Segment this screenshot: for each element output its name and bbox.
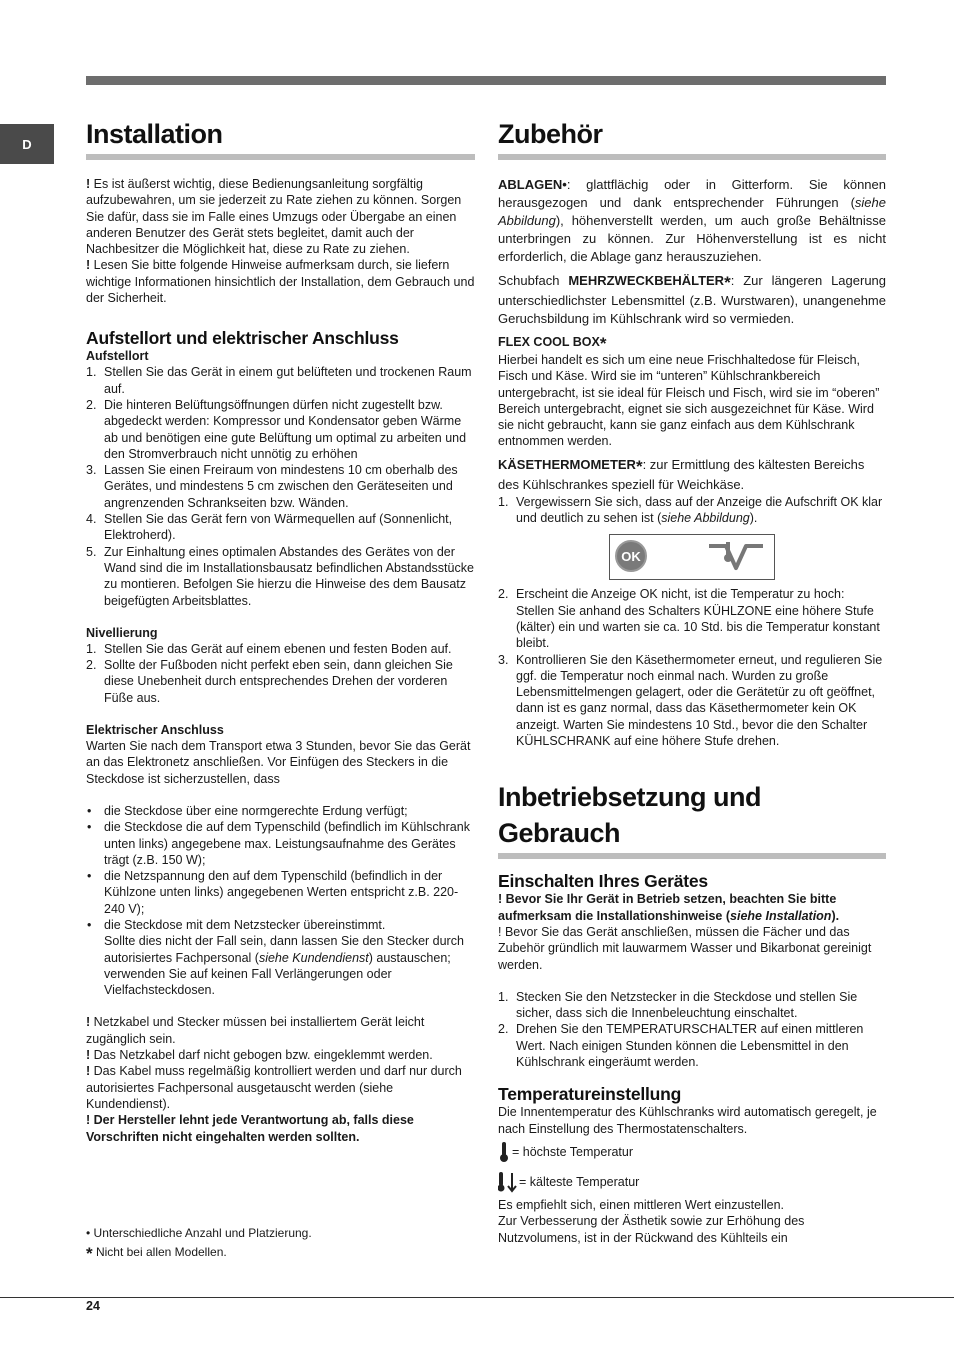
temp-end-2: Zur Verbesserung der Ästhetik sowie zur Erhöhung des Nutzvolumens, ist in der Rückwand des Kühlteils ein [498,1214,805,1245]
language-tab: D [0,124,54,164]
list-item: 5. Zur Einhaltung eines optimalen Abstandes des Gerätes von der Wand sind die im Installationsbausatz befindlichen Abstandsstücke zu montieren. Befolgen Sie hierzu die Hinweise des dem Bausatz beigefügten Arbeitsblattes. [86,544,474,608]
subheading-aufstellort: Aufstellort [86,349,149,364]
temp-high-row [498,1141,886,1163]
temp-text: Die Innentemperatur des Kühlschranks wird automatisch geregelt, je nach Einstellung des Thermostatenschalters. [498,1105,877,1136]
list-item: 1. Vergewissern Sie sich, dass auf der Anzeige die Aufschrift OK klar und deutlich zu sehen ist (siehe Abbildung). [498,494,883,526]
einschalten-list [498,989,886,1070]
temp-high-label: = höchste Temperatur [512,1144,634,1159]
left-column [86,116,475,1145]
temp-low-row [498,1171,886,1193]
thermometer-low-icon [498,1171,518,1193]
title-rule [498,154,886,160]
list-item: 2. Drehen Sie den TEMPERATURSCHALTER auf einen mittleren Wert. Nach einigen Stunden können die Lebensmittel in den Kühlschrank eingeräumt werden. [498,1022,864,1070]
bullet-item: • die Steckdose mit dem Netzstecker übereinstimmt. Sollte dies nicht der Fall sein, dann lassen Sie den Stecker durch autorisiertes Fachpersonal (siehe Kundendienst) austauschen; verwenden Sie auf keinen Fall Verlängerungen oder Vielfachsteckdosen. [86,917,475,998]
installation-title: Installation [86,119,223,149]
intro-paragraph: ! Lesen Sie bitte folgende Hinweise aufmerksam durch, sie liefern wichtige Informationen hinsichtlich der Installation, dem Gebrauch und der Sicherheit. [86,258,475,306]
section-heading: Aufstellort und elektrischer Anschluss [86,328,399,349]
footnotes [86,1224,475,1263]
cheese-thermometer-figure [609,534,775,580]
intro-paragraph: ! Es ist äußerst wichtig, diese Bedienungsanleitung sorgfältig aufzubewahren, um sie jederzeit zu Rate ziehen zu können. Sorgen Sie dafür, dass sie im Falle eines Umzugs oder Übergabe an einen anderen Benutzer des Gerät stets begleitet, damit auch der Nachbesitzer die Möglichkeit hat, diese zu Rate zu ziehen. [86,177,462,257]
footnote-asterisk: * Nicht bei allen Modellen. [86,1244,227,1263]
thermometer-high-icon [498,1141,510,1163]
list-item: 1. Stellen Sie das Gerät auf einem ebenen und festen Boden auf. [86,641,452,656]
aufstellort-list [86,364,475,608]
subheading-nivellierung: Nivellierung [86,625,158,640]
ok-indicator: OK [615,540,647,572]
list-item: 3. Lassen Sie einen Freiraum von mindestens 10 cm oberhalb des Gerätes, und mindestens 5 cm zwischen den Geräteseiten und angrenzenden Schrankseiten bzw. Wänden. [86,463,458,510]
flex-cool-box-heading: FLEX COOL BOX* [498,334,607,353]
right-column [498,116,886,1246]
warning: ! Netzkabel und Stecker müssen bei installiertem Gerät leicht zugänglich sein. [86,1015,425,1046]
nivellierung-list [86,641,475,706]
section-heading: Einschalten Ihres Gerätes [498,871,708,892]
bullet-item: • die Netzspannung den auf dem Typenschild (befindlich in der Kühlzone unten links) angegebenen Werten entspricht z.B. 220-240 V); [86,868,475,917]
warning: ! Das Kabel muss regelmäßig kontrolliert werden und darf nur durch autorisiertes Fachpersonal ausgetauscht werden (siehe Kundendienst). [86,1064,462,1111]
title-rule [86,154,475,160]
intro [86,176,475,306]
footnote-dot: • Unterschiedliche Anzahl und Platzierung. [86,1226,312,1240]
thermometer-icon [706,539,766,575]
einschalten-text: ! Bevor Sie das Gerät anschließen, müssen die Fächer und das Zubehör gründlich mit lauwarmem Wasser und Bikarbonat gereinigt werden. [498,924,872,972]
footer-rule [0,1297,954,1298]
zubehoer-title: Zubehör [498,119,603,149]
elektro-text: Warten Sie nach dem Transport etwa 3 Stunden, bevor Sie das Gerät an das Elektronetz anschließen. Vor Einfügen des Steckers in die Steckdose ist sicherzustellen, dass [86,739,471,786]
bullet-item: • die Steckdose die auf dem Typenschild (befindlich im Kühlschrank unten links) angegebene max. Leistungsaufnahme des Gerätes trägt (z.B. 150 W); [86,819,475,868]
temp-low-label: = kälteste Temperatur [519,1174,640,1189]
kaese-paragraph: KÄSETHERMOMETER*: zur Ermittlung des kältesten Bereichs des Kühlschrankes speziell für Weichkäse. [498,456,865,492]
temp-end-1: Es empfiehlt sich, einen mittleren Wert einzustellen. [498,1197,785,1212]
list-item: 1. Stecken Sie den Netzstecker in die Steckdose und stellen Sie sicher, dass sich die Innenbeleuchtung einschaltet. [498,989,858,1021]
schubfach-paragraph: Schubfach MEHRZWECKBEHÄLTER*: Zur längeren Lagerung unterschiedlichster Lebensmittel (z.B. Wurstwaren), unangenehme Geruchsbildung im Kühlschrank wird so vermieden. [498,273,887,326]
inbetriebsetzung-title: Inbetriebsetzung und Gebrauch [498,782,761,849]
page-number: 24 [86,1299,100,1313]
warning: ! Das Netzkabel darf nicht gebogen bzw. eingeklemmt werden. [86,1048,433,1063]
kaese-list [498,586,886,749]
list-item: 2. Sollte der Fußboden nicht perfekt eben sein, dann gleichen Sie diese Unebenheit durch entsprechendes Drehen der vorderen Füße aus. [86,658,453,705]
subheading-elektro: Elektrischer Anschluss [86,723,224,738]
list-item: 2. Die hinteren Belüftungsöffnungen dürfen nicht zugestellt bzw. abgedeckt werden: Kompressor und Kondensator geben Wärme ab und benötigen eine gute Belüftung um optimal zu arbeiten und den Stromverbrauch nicht unnötig zu erhöhen [86,397,467,461]
list-item: 3. Kontrollieren Sie den Käsethermometer erneut, und regulieren Sie ggf. die Temperatur noch einmal nach. Wurden zu große Lebensmittelmengen gelagert, oder die Gerätetür zu oft geöffnet, dann ist es ganz normal, dass das Käsethermometer kein OK anzeigt. Warten Sie mindestens 10 Std., bevor die den Schalter KÜHLSCHRANK auf eine höhere Stufe drehen. [498,652,883,749]
final-warning: ! Der Hersteller lehnt jede Verantwortung ab, falls diese Vorschriften nicht eingehalten werden sollten. [86,1113,414,1144]
bullet-item: • die Steckdose über eine normgerechte Erdung verfügt; [86,803,475,819]
einschalten-warning: ! Bevor Sie Ihr Gerät in Betrieb setzen, beachten Sie bitte aufmerksam die Installationshinweise (siehe Installation). [498,892,840,923]
section-heading: Temperatureinstellung [498,1084,682,1105]
flex-cool-box-text: Hierbei handelt es sich um eine neue Frischhaltedose für Fleisch, Fisch und Käse. Wird sie im “unteren” Kühlschrankbereich untergebracht, ist sie ideal für Fleisch und Fisch, wird sie im “oberen” Bereich untergebracht, eignet sie sich ausgezeichnet für Käse. Wird sie nicht gebraucht, kann sie ganz einfach aus dem Kühlschrank entnommen werden. [498,353,880,449]
ablagen-paragraph: ABLAGEN•: glattflächig oder in Gitterform. Sie können herausgezogen und dank entsprechender Führungen (siehe Abbildung), höhenverstellt werden, um auch große Behältnisse unterbringen zu können. Zur Höhenverstellung ist es nicht erforderlich, die Ablage ganz herauszuziehen. [498,177,886,264]
warnings [86,1014,475,1144]
top-bar [86,76,886,85]
list-item: 2. Erscheint die Anzeige OK nicht, ist die Temperatur zu hoch: Stellen Sie anhand des Schalters KÜHLZONE eine höhere Stufe (kälter) ein und warten sie ca. 10 Std. bis die Temperatur konstant bleibt. [498,587,880,651]
list-item: 1. Stellen Sie das Gerät in einem gut belüfteten und trockenen Raum auf. [86,365,472,396]
list-item: 4. Stellen Sie das Gerät fern von Wärmequellen auf (Sonnenlicht, Elektroherd). [86,512,453,543]
title-rule [498,853,886,859]
elektro-bullets [86,803,475,999]
